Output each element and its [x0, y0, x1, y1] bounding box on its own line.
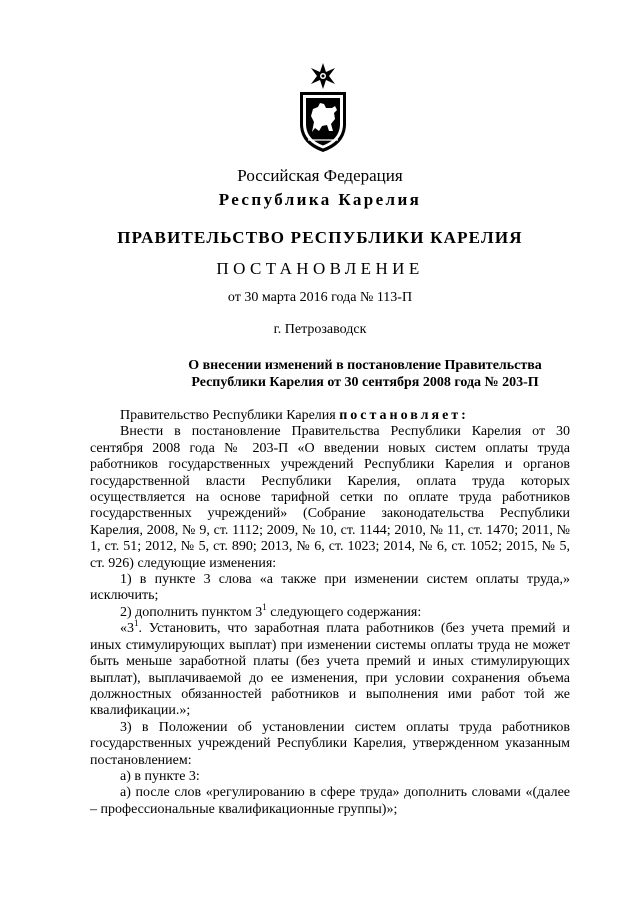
government-title: ПРАВИТЕЛЬСТВО РЕСПУБЛИКИ КАРЕЛИЯ — [117, 228, 523, 247]
quoted-clause-paragraph — [90, 618, 570, 719]
main-paragraph: Внести в постановление Правительства Республики Карелия от 30 сентября 2008 года № 203-П «О введении новых систем оплаты труда работников государственных учреждений Республики Карелия и органов государственной власти Республики Карелия, оплата труда которых осуществляется на основе тарифной сетки по оплате труда работников государственных учреждений» (Собрание законодательства Республики Карелия, 2008, № 9, ст. 1112; 2009, № 10, ст. 1144; 2010, № 11, ст. 1470; 2011, № 1, ст. 51; 2012, № 5, ст. 890; 2013, № 6, ст. 1023; 2014, № 6, ст. 1052; 2015, № 5, ст. 926) следующие изменения: — [90, 424, 570, 571]
intro-paragraph — [90, 408, 570, 424]
document-city: г. Петрозаводск — [273, 322, 367, 337]
quote-text: . Установить, что заработная плата работников (без учета премий и иных стимулирующих выплат) при изменении системы оплаты труда не может быть меньше заработной платы (без учета премий и иных стимулирующих выплат), выплачиваемой до ее изменения, при условии сохранения объема должностных обязанностей работников и выполнения ими работ той же квалификации.»; — [90, 621, 570, 719]
item-2-prefix: 2) дополнить пунктом 3 — [120, 604, 263, 620]
document-title-line-2: Республики Карелия от 30 сентября 2008 года № 203-П — [191, 375, 539, 390]
item-2-superscript: 1 — [262, 601, 267, 612]
item-2-paragraph — [90, 601, 570, 621]
item-3a-paragraph: а) после слов «регулированию в сфере труда» дополнить словами «(далее – профессиональные квалификационные группы)»; — [90, 785, 570, 817]
karelia-coat-of-arms-emblem — [298, 62, 348, 154]
star-icon — [311, 63, 335, 89]
quote-prefix: «3 — [120, 621, 134, 637]
item-3a-heading: а) в пункте 3: — [120, 768, 200, 784]
document-date-number: от 30 марта 2016 года № 113-П — [227, 290, 413, 305]
document-type: ПОСТАНОВЛЕНИЕ — [216, 259, 424, 278]
intro-verb: постановляет: — [339, 408, 469, 423]
intro-text: Правительство Республики Карелия — [120, 408, 340, 423]
document-body — [90, 408, 570, 818]
item-2-suffix: следующего содержания: — [266, 604, 422, 620]
item-3-paragraph: 3) в Положении об установлении систем оплаты труда работников государственных учреждений Республики Карелия, утвержденном указанным постановлением: — [90, 719, 570, 768]
country-name: Российская Федерация — [237, 166, 403, 185]
quote-superscript: 1 — [134, 618, 139, 629]
document-title-line-1: О внесении изменений в постановление Правительства — [188, 358, 542, 373]
republic-name: Республика Карелия — [218, 190, 422, 209]
item-1-paragraph: 1) в пункте 3 слова «а также при изменении систем оплаты труда,» исключить; — [90, 572, 570, 604]
